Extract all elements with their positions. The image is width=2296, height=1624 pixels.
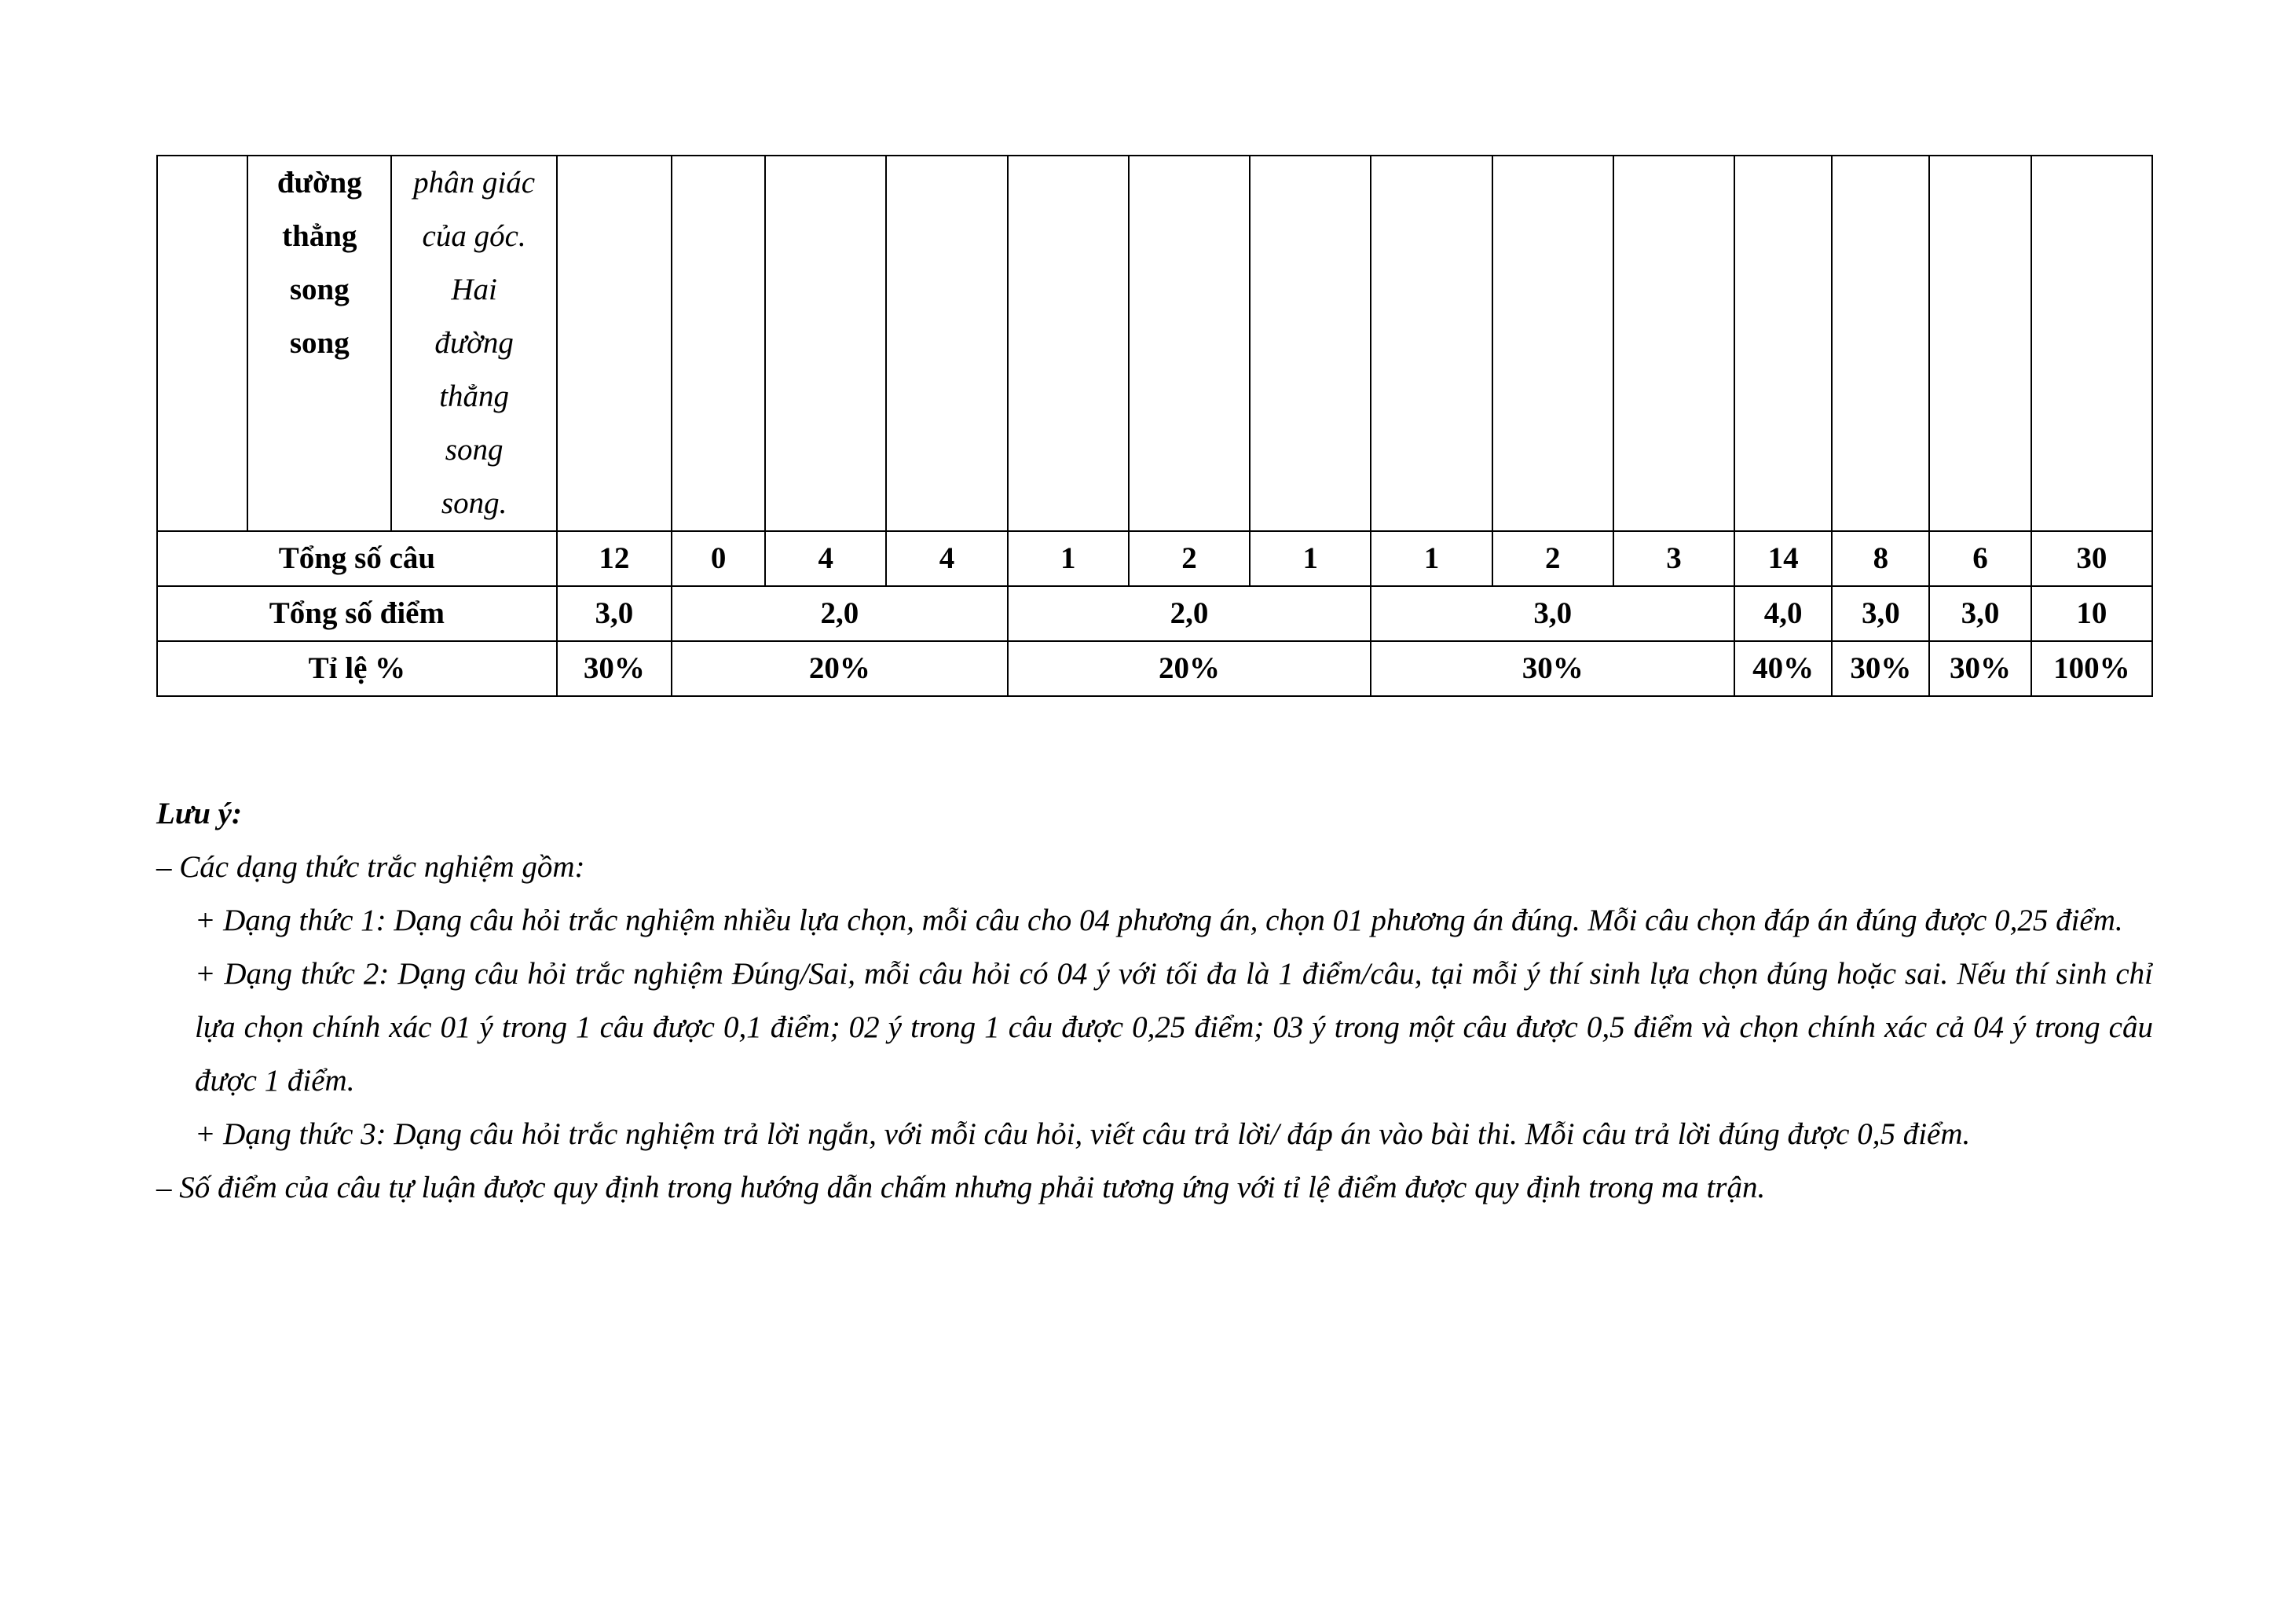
table-cell: 6 bbox=[1929, 531, 2031, 586]
assessment-matrix-table bbox=[156, 155, 2153, 697]
table-cell: 8 bbox=[1832, 531, 1929, 586]
table-cell: 3,0 bbox=[1832, 586, 1929, 641]
table-cell: 1 bbox=[1250, 531, 1371, 586]
table-cell: 3,0 bbox=[1371, 586, 1734, 641]
table-cell bbox=[1492, 156, 1613, 531]
table-cell bbox=[1613, 156, 1734, 531]
table-cell: 4 bbox=[886, 531, 1007, 586]
table-cell: 4,0 bbox=[1734, 586, 1832, 641]
row-label: Tổng số câu bbox=[157, 531, 557, 586]
table-cell-index bbox=[157, 156, 247, 531]
table-cell: 30% bbox=[1832, 641, 1929, 696]
table-cell: 20% bbox=[1008, 641, 1371, 696]
table-row-percentage bbox=[157, 641, 2152, 696]
table-row-total-questions bbox=[157, 531, 2152, 586]
row-label: Tỉ lệ % bbox=[157, 641, 557, 696]
table-cell bbox=[1250, 156, 1371, 531]
table-cell bbox=[1734, 156, 1832, 531]
table-cell bbox=[1129, 156, 1250, 531]
notes-item: + Dạng thức 1: Dạng câu hỏi trắc nghiệm nhiều lựa chọn, mỗi câu cho 04 phương án, chọn 01 phương án đúng. Mỗi câu chọn đáp án đúng được 0,25 điểm. bbox=[195, 904, 2123, 937]
notes-item: + Dạng thức 3: Dạng câu hỏi trắc nghiệm trả lời ngắn, với mỗi câu hỏi, viết câu trả lời/ đáp án vào bài thi. Mỗi câu trả lời đúng được 0,5 điểm. bbox=[195, 1117, 1971, 1151]
notes-title: Lưu ý: bbox=[156, 797, 242, 830]
notes-section bbox=[156, 787, 2153, 1215]
table-cell-topic: đường thẳng song song bbox=[247, 156, 391, 531]
table-cell bbox=[765, 156, 886, 531]
table-cell: 20% bbox=[672, 641, 1008, 696]
notes-item: + Dạng thức 2: Dạng câu hỏi trắc nghiệm Đúng/Sai, mỗi câu hỏi có 04 ý với tối đa là 1 điểm/câu, tại mỗi ý thí sinh lựa chọn đúng hoặc sai. Nếu thí sinh chỉ lựa chọn chính xác 01 ý trong 1 câu được 0,1 điểm; 02 ý trong 1 câu được 0,25 điểm; 03 ý trong một câu được 0,5 điểm và chọn chính xác cả 04 ý trong câu được 1 điểm. bbox=[195, 957, 2153, 1098]
table-cell: 2 bbox=[1129, 531, 1250, 586]
table-cell bbox=[1008, 156, 1129, 531]
table-cell: 1 bbox=[1008, 531, 1129, 586]
table-row-content bbox=[157, 156, 2152, 531]
table-cell: 30% bbox=[1929, 641, 2031, 696]
table-cell-content: phân giác của góc. Hai đường thẳng song song. bbox=[391, 156, 556, 531]
table-cell bbox=[1832, 156, 1929, 531]
table-cell: 30% bbox=[557, 641, 672, 696]
table-cell: 12 bbox=[557, 531, 672, 586]
table-cell: 2,0 bbox=[672, 586, 1008, 641]
table-cell: 10 bbox=[2031, 586, 2152, 641]
table-cell: 0 bbox=[672, 531, 765, 586]
table-cell bbox=[672, 156, 765, 531]
table-cell: 3,0 bbox=[1929, 586, 2031, 641]
table-cell: 14 bbox=[1734, 531, 1832, 586]
table-cell: 30 bbox=[2031, 531, 2152, 586]
table-cell: 1 bbox=[1371, 531, 1492, 586]
table-cell bbox=[557, 156, 672, 531]
notes-footer: – Số điểm của câu tự luận được quy định trong hướng dẫn chấm nhưng phải tương ứng với tỉ lệ điểm được quy định trong ma trận. bbox=[156, 1171, 1766, 1204]
table-row-total-points bbox=[157, 586, 2152, 641]
table-cell: 4 bbox=[765, 531, 886, 586]
table-cell: 100% bbox=[2031, 641, 2152, 696]
table-cell bbox=[1371, 156, 1492, 531]
table-cell: 3,0 bbox=[557, 586, 672, 641]
table-cell bbox=[1929, 156, 2031, 531]
table-cell: 2 bbox=[1492, 531, 1613, 586]
notes-intro: – Các dạng thức trắc nghiệm gồm: bbox=[156, 850, 585, 884]
row-label: Tổng số điểm bbox=[157, 586, 557, 641]
table-cell: 30% bbox=[1371, 641, 1734, 696]
table-cell: 2,0 bbox=[1008, 586, 1371, 641]
table-cell: 3 bbox=[1613, 531, 1734, 586]
table-cell bbox=[886, 156, 1007, 531]
table-cell bbox=[2031, 156, 2152, 531]
table-cell: 40% bbox=[1734, 641, 1832, 696]
